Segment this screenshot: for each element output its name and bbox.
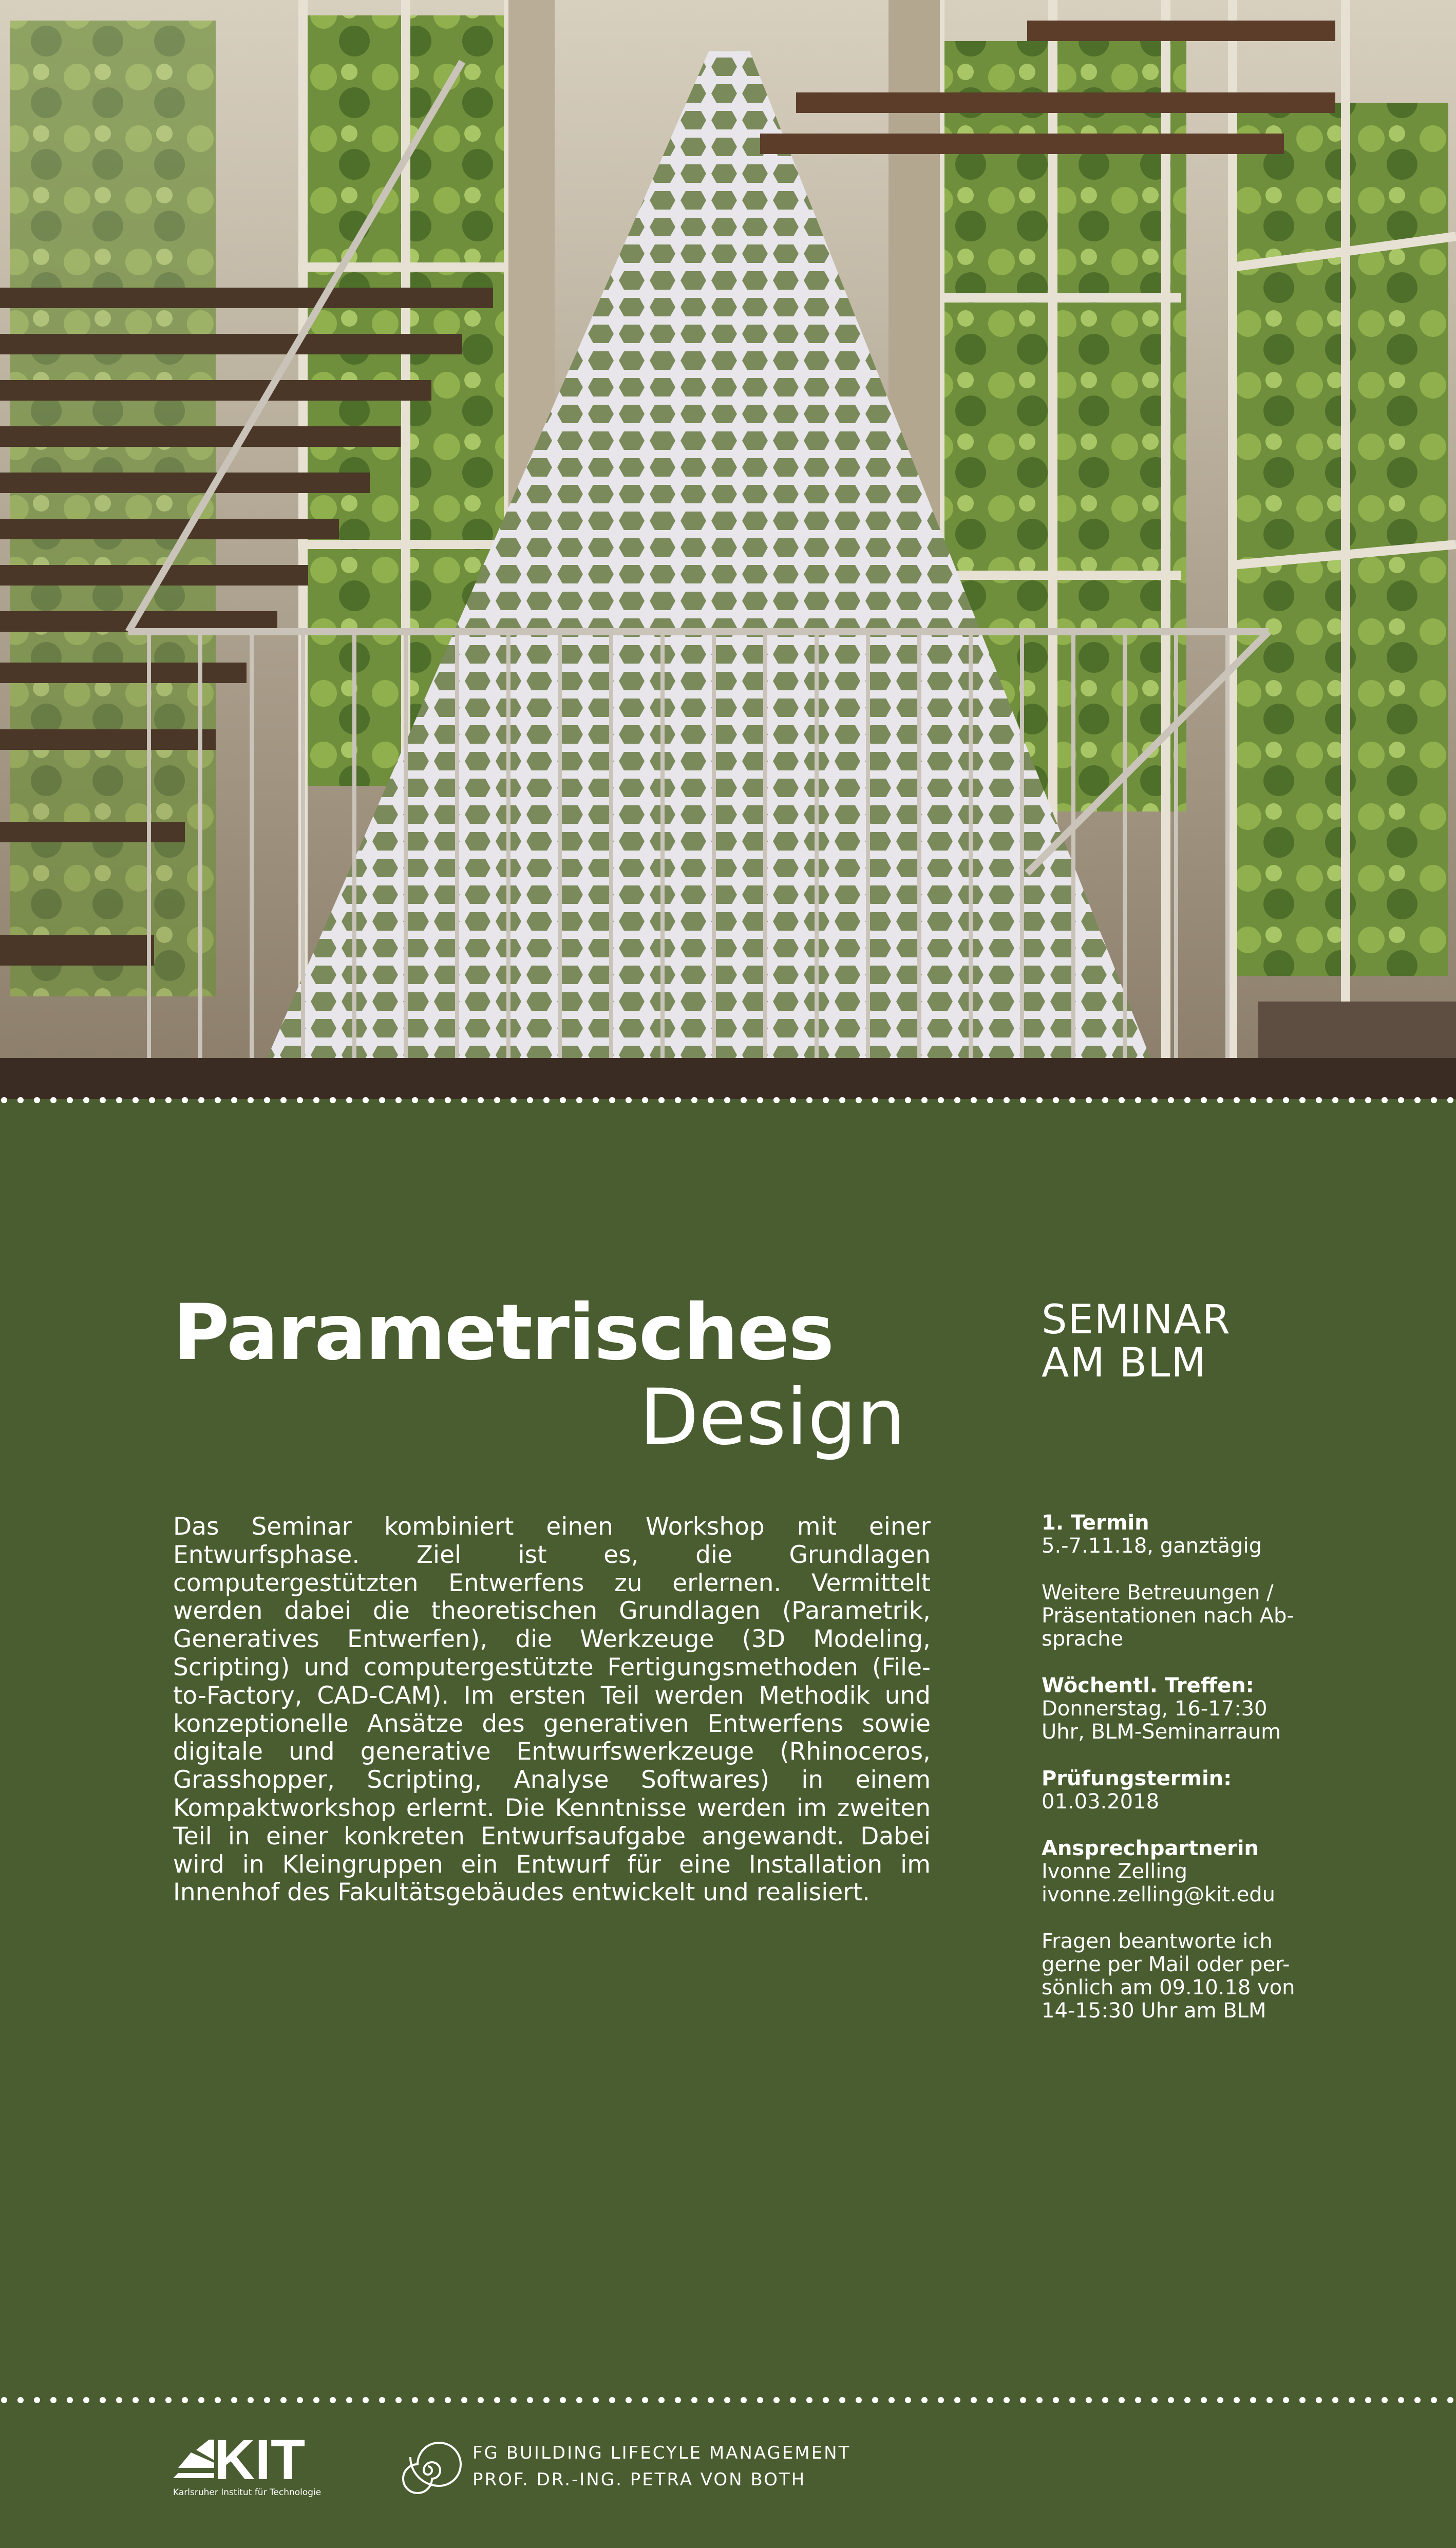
fragen-line-4: 14-15:30 Uhr am BLM: [1042, 1999, 1266, 2023]
divider-dot: [938, 1097, 944, 1103]
divider-dot: [100, 2397, 106, 2403]
divider-dot: [1201, 1097, 1207, 1103]
divider-dot: [1332, 1097, 1338, 1103]
divider-dot: [231, 2397, 237, 2403]
page-title: Parametrisches: [173, 1288, 834, 1377]
divider-dot: [215, 1097, 221, 1103]
divider-dot: [412, 1097, 418, 1103]
divider-dot: [379, 1097, 385, 1103]
pruefung-block: [1042, 1767, 1329, 1814]
divider-dot: [1349, 2397, 1355, 2403]
divider-dot: [1086, 2397, 1092, 2403]
kit-subtitle: Karlsruher Institut für Technologie: [173, 2487, 322, 2498]
divider-dot: [921, 2397, 928, 2403]
termin-block: [1042, 1512, 1329, 1558]
divider-dot: [34, 2397, 40, 2403]
divider-dot: [379, 2397, 385, 2403]
divider-dot: [116, 1097, 122, 1103]
divider-dot: [445, 2397, 451, 2403]
divider-dot: [724, 2397, 730, 2403]
seminar-line-2: AM BLM: [1042, 1340, 1207, 1387]
divider-dot: [888, 2397, 895, 2403]
divider-dot: [1365, 1097, 1371, 1103]
termin-label: 1. Termin: [1042, 1511, 1149, 1535]
divider-dot: [17, 2397, 24, 2403]
divider-dot: [1250, 2397, 1256, 2403]
divider-dot: [839, 1097, 845, 1103]
divider-dot: [971, 2397, 977, 2403]
seminar-label: [1042, 1298, 1231, 1385]
divider-dot: [100, 1097, 106, 1103]
divider-dot: [708, 1097, 714, 1103]
divider-dot: [83, 1097, 89, 1103]
divider-dot: [1036, 2397, 1043, 2403]
spiral-icon: [392, 2434, 464, 2506]
divider-dot: [363, 1097, 369, 1103]
divider-dot: [1151, 1097, 1158, 1103]
divider-dot: [560, 1097, 566, 1103]
divider-dot: [806, 1097, 812, 1103]
divider-dot: [888, 1097, 895, 1103]
pruefung-value: 01.03.2018: [1042, 1790, 1160, 1814]
divider-dot: [741, 1097, 747, 1103]
divider-dot: [1283, 2397, 1289, 2403]
divider-dot: [987, 2397, 993, 2403]
divider-dot: [1102, 1097, 1108, 1103]
divider-dot: [510, 1097, 517, 1103]
divider-dot: [510, 2397, 517, 2403]
divider-dot: [1119, 1097, 1125, 1103]
kit-logo-text: KIT: [214, 2432, 306, 2492]
divider-dot: [1086, 1097, 1092, 1103]
divider-dot: [1168, 2397, 1174, 2403]
divider-dot: [1316, 1097, 1322, 1103]
divider-dot: [330, 1097, 336, 1103]
divider-dot: [280, 2397, 287, 2403]
kontakt-email[interactable]: ivonne.zelling@kit.edu: [1042, 1883, 1275, 1907]
divider-dot: [1036, 1097, 1043, 1103]
divider-dot: [839, 2397, 845, 2403]
fragen-line-1: Fragen beantworte ich: [1042, 1930, 1273, 1953]
divider-dot: [1382, 2397, 1388, 2403]
divider-dot: [149, 2397, 155, 2403]
divider-dot: [1250, 1097, 1256, 1103]
info-sidebar: [1042, 1512, 1329, 2046]
divider-dot: [395, 2397, 402, 2403]
divider-dot: [1431, 1097, 1437, 1103]
divider-dot: [50, 2397, 56, 2403]
divider-dot: [658, 1097, 665, 1103]
header-photo: [0, 0, 1456, 1099]
chair-professor: PROF. DR.-ING. PETRA VON BOTH: [472, 2469, 806, 2490]
betreuung-line-2: Präsentationen nach Ab-: [1042, 1604, 1294, 1628]
divider-dot: [954, 2397, 960, 2403]
divider-dot: [543, 1097, 550, 1103]
description-paragraph: Das Seminar kombiniert einen Workshop mit einer Entwurfsphase. Ziel ist es, die Grundlagen computergestützten Entwerfens zu erlernen. Vermittelt werden dabei die theoretischen Grundlagen (Parametrik, Generatives Entwerfen), die Werkzeuge (3D Modeling, Scripting) und computergestützte Fertigungsmethoden (File-to-Factory, CAD-CAM). Im ersten Teil werden Methodik und konzeptionelle Ansätze des generativen Entwerfens sowie digitale und generative Entwurfswerkzeuge (Rhinoceros, Grasshopper, Scripting, Analyse Softwares) in einem Kompaktworkshop erlernt. Die Kenntnisse werden im zweiten Teil in einer konkreten Entwurfsaufgabe angewandt. Dabei wird in Kleingruppen ein Entwurf für eine Installation im Innenhof des Fakultätsgebäudes entwickelt und realisiert.: [173, 1513, 931, 1907]
divider-dot: [248, 1097, 254, 1103]
divider-dot: [1069, 2397, 1075, 2403]
chair-name: FG BUILDING LIFECYLE MANAGEMENT: [472, 2443, 851, 2463]
divider-dot: [872, 1097, 878, 1103]
divider-dot: [1201, 2397, 1207, 2403]
divider-dot: [642, 1097, 648, 1103]
divider-dot: [823, 1097, 829, 1103]
divider-dot: [1266, 2397, 1273, 2403]
divider-dot: [34, 1097, 40, 1103]
divider-dot: [593, 2397, 599, 2403]
divider-dot: [182, 1097, 188, 1103]
kontakt-block: [1042, 1837, 1329, 1907]
divider-dot: [675, 2397, 681, 2403]
divider-dot: [1316, 2397, 1322, 2403]
divider-dot: [264, 1097, 270, 1103]
divider-dot: [1332, 2397, 1338, 2403]
divider-dot: [1053, 1097, 1059, 1103]
divider-dot: [1299, 2397, 1306, 2403]
divider-dot: [494, 2397, 500, 2403]
divider-dot: [1398, 2397, 1404, 2403]
divider-dot: [83, 2397, 89, 2403]
divider-dot: [1431, 2397, 1437, 2403]
divider-dot: [527, 2397, 533, 2403]
divider-dot: [1184, 1097, 1190, 1103]
divider-dot: [609, 1097, 615, 1103]
fragen-line-3: sönlich am 09.10.18 von: [1042, 1976, 1295, 1999]
divider-dot: [346, 2397, 352, 2403]
kontakt-name: Ivonne Zelling: [1042, 1860, 1188, 1883]
divider-dot: [856, 1097, 862, 1103]
fragen-line-2: gerne per Mail oder per-: [1042, 1953, 1290, 1976]
divider-dot: [1069, 1097, 1075, 1103]
seminar-line-1: SEMINAR: [1042, 1297, 1231, 1343]
divider-dot: [1004, 2397, 1010, 2403]
divider-dot: [363, 2397, 369, 2403]
divider-dot: [938, 2397, 944, 2403]
divider-dot: [297, 2397, 303, 2403]
divider-dot: [1004, 1097, 1010, 1103]
treffen-block: [1042, 1674, 1329, 1744]
divider-dot: [1135, 1097, 1141, 1103]
divider-dot: [626, 2397, 632, 2403]
kontakt-label: Ansprechpartnerin: [1042, 1837, 1259, 1860]
divider-dot: [461, 2397, 467, 2403]
divider-dot: [67, 1097, 73, 1103]
divider-dot: [954, 1097, 960, 1103]
divider-dot: [478, 1097, 484, 1103]
divider-dot: [231, 1097, 237, 1103]
divider-dot: [248, 2397, 254, 2403]
divider-dot: [50, 1097, 56, 1103]
divider-dot: [1151, 2397, 1158, 2403]
divider-dot: [1135, 2397, 1141, 2403]
divider-dot: [971, 1097, 977, 1103]
divider-dot: [297, 1097, 303, 1103]
divider-dot: [757, 2397, 763, 2403]
divider-dot: [1217, 2397, 1223, 2403]
divider-dot: [428, 1097, 434, 1103]
divider-dot: [1447, 1097, 1453, 1103]
divider-dot: [264, 2397, 270, 2403]
divider-dot: [609, 2397, 615, 2403]
divider-dot: [1299, 1097, 1306, 1103]
divider-dot: [149, 1097, 155, 1103]
divider-dot: [1119, 2397, 1125, 2403]
divider-dot: [1217, 1097, 1223, 1103]
divider-dot: [1234, 1097, 1240, 1103]
divider-dot: [1365, 2397, 1371, 2403]
divider-dot: [658, 2397, 665, 2403]
divider-dot: [1020, 1097, 1026, 1103]
divider-dot: [806, 2397, 812, 2403]
pruefung-label: Prüfungstermin:: [1042, 1767, 1232, 1790]
divider-dot: [1414, 2397, 1421, 2403]
divider-dot: [757, 1097, 763, 1103]
top-dotted-divider: [0, 1095, 1456, 1105]
termin-value: 5.-7.11.18, ganztägig: [1042, 1534, 1262, 1558]
divider-dot: [1398, 1097, 1404, 1103]
divider-dot: [560, 2397, 566, 2403]
divider-dot: [330, 2397, 336, 2403]
treffen-line-2: Uhr, BLM-Seminarraum: [1042, 1720, 1281, 1744]
divider-dot: [527, 1097, 533, 1103]
divider-dot: [182, 2397, 188, 2403]
divider-dot: [133, 1097, 139, 1103]
divider-dot: [856, 2397, 862, 2403]
divider-dot: [872, 2397, 878, 2403]
bottom-dotted-divider: [0, 2395, 1456, 2405]
divider-dot: [773, 2397, 780, 2403]
page-subtitle: Design: [639, 1373, 905, 1462]
divider-dot: [823, 2397, 829, 2403]
divider-dot: [165, 1097, 172, 1103]
divider-dot: [593, 1097, 599, 1103]
divider-dot: [1283, 1097, 1289, 1103]
divider-dot: [1266, 1097, 1273, 1103]
divider-dot: [773, 1097, 780, 1103]
staircase-installation-photo: [0, 0, 1456, 1099]
divider-dot: [428, 2397, 434, 2403]
divider-dot: [543, 2397, 550, 2403]
divider-dot: [642, 2397, 648, 2403]
divider-dot: [198, 2397, 204, 2403]
divider-dot: [395, 1097, 402, 1103]
divider-dot: [1020, 2397, 1026, 2403]
divider-dot: [1168, 1097, 1174, 1103]
divider-dot: [1234, 2397, 1240, 2403]
divider-dot: [1184, 2397, 1190, 2403]
betreuung-line-1: Weitere Betreuungen /: [1042, 1581, 1274, 1605]
divider-dot: [790, 2397, 796, 2403]
divider-dot: [576, 1097, 582, 1103]
divider-dot: [675, 1097, 681, 1103]
divider-dot: [67, 2397, 73, 2403]
divider-dot: [741, 2397, 747, 2403]
divider-dot: [478, 2397, 484, 2403]
divider-dot: [1102, 2397, 1108, 2403]
divider-dot: [133, 2397, 139, 2403]
treffen-line-1: Donnerstag, 16-17:30: [1042, 1697, 1268, 1721]
divider-dot: [1, 2397, 7, 2403]
divider-dot: [17, 1097, 24, 1103]
divider-dot: [280, 1097, 287, 1103]
betreuung-line-3: sprache: [1042, 1627, 1124, 1651]
divider-dot: [691, 2397, 697, 2403]
divider-dot: [921, 1097, 928, 1103]
divider-dot: [1349, 1097, 1355, 1103]
treffen-label: Wöchentl. Treffen:: [1042, 1674, 1254, 1697]
divider-dot: [494, 1097, 500, 1103]
divider-dot: [412, 2397, 418, 2403]
divider-dot: [1053, 2397, 1059, 2403]
chair-info: [472, 2440, 850, 2493]
divider-dot: [198, 1097, 204, 1103]
divider-dot: [461, 1097, 467, 1103]
divider-dot: [1447, 2397, 1453, 2403]
divider-dot: [445, 1097, 451, 1103]
divider-dot: [116, 2397, 122, 2403]
divider-dot: [165, 2397, 172, 2403]
divider-dot: [724, 1097, 730, 1103]
divider-dot: [1, 1097, 7, 1103]
divider-dot: [905, 1097, 911, 1103]
divider-dot: [1414, 1097, 1421, 1103]
divider-dot: [313, 2397, 319, 2403]
divider-dot: [1382, 1097, 1388, 1103]
divider-dot: [708, 2397, 714, 2403]
divider-dot: [346, 1097, 352, 1103]
betreuung-block: [1042, 1581, 1329, 1651]
divider-dot: [905, 2397, 911, 2403]
divider-dot: [576, 2397, 582, 2403]
divider-dot: [313, 1097, 319, 1103]
divider-dot: [691, 1097, 697, 1103]
divider-dot: [790, 1097, 796, 1103]
fragen-block: [1042, 1930, 1329, 2023]
divider-dot: [626, 1097, 632, 1103]
divider-dot: [215, 2397, 221, 2403]
divider-dot: [987, 1097, 993, 1103]
